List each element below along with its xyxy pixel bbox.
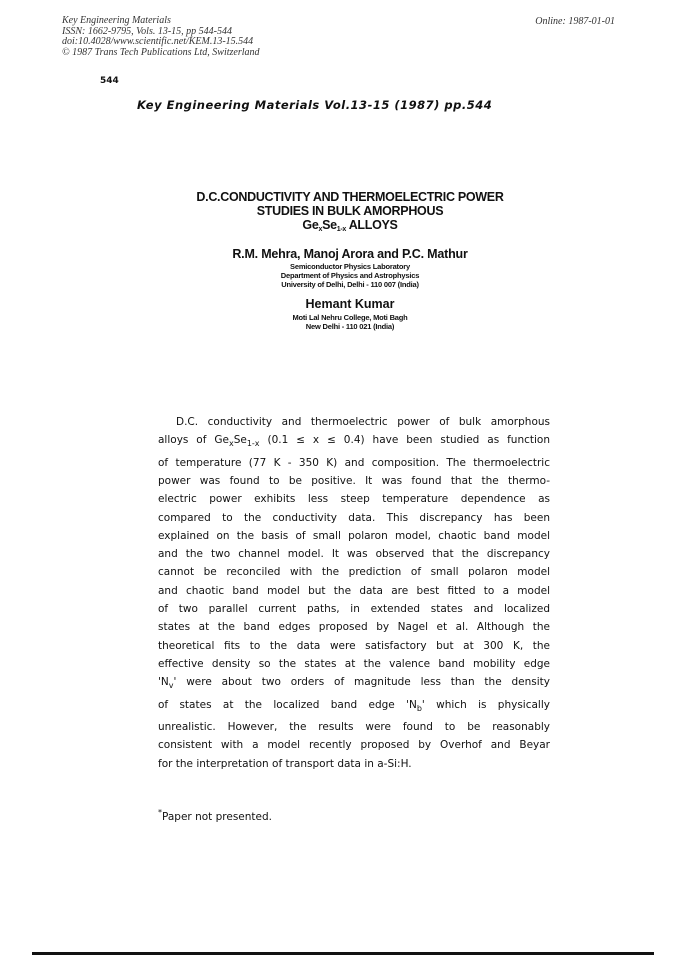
affiliation-primary — [140, 262, 560, 289]
abstract-line: states at the band edges proposed by Nagel et al. Although the — [158, 621, 550, 634]
abstract-line: compared to the conductivity data. This discrepancy has been — [158, 511, 550, 524]
online-date: Online: 1987-01-01 — [535, 16, 615, 27]
abstract-line: explained on the basis of small polaron model, chaotic band model — [158, 529, 550, 542]
abstract-line: electric power exhibits less steep temperature dependence as — [158, 493, 550, 506]
author-secondary: Hemant Kumar — [305, 297, 395, 311]
footnote-text: Paper not presented. — [162, 811, 272, 823]
bottom-rule — [32, 952, 654, 955]
journal-name: Key Engineering Materials — [62, 15, 171, 26]
authors-primary: R.M. Mehra, Manoj Arora and P.C. Mathur — [232, 247, 468, 261]
abstract-line: power was found to be positive. It was found that the thermo- — [158, 474, 550, 487]
page-number: 544 — [100, 76, 119, 86]
title-line-3 — [140, 218, 560, 237]
copyright-line: © 1987 Trans Tech Publications Ltd, Switzerland — [62, 46, 260, 58]
abstract-line: D.C. conductivity and thermoelectric power of bulk amorphous — [176, 416, 550, 428]
affiliation-line: Semiconductor Physics Laboratory — [290, 262, 410, 271]
alloy-word: ALLOYS — [348, 218, 398, 232]
alloy-x-subscript: x — [318, 226, 323, 233]
abstract-line: for the interpretation of transport data in a-Si:H. — [158, 757, 412, 770]
abstract — [158, 413, 550, 773]
footnote-marker: * — [158, 808, 162, 817]
abstract-line: of temperature (77 K - 350 K) and composition. The thermoelectric — [158, 456, 550, 469]
abstract-line: of states at the localized band edge '$N_b$' which is physically — [158, 698, 550, 713]
abstract-line: cannot be reconciled with the prediction of small polaron model — [158, 566, 550, 579]
abstract-line: effective density so the states at the valence band mobility edge — [158, 657, 550, 670]
alloy-subscript: 1-x — [336, 226, 346, 233]
abstract-line: unrealistic. However, the results were found to be reasonably — [158, 721, 550, 734]
publication-metadata — [62, 16, 260, 58]
footnote — [158, 808, 272, 823]
issn-line: ISSN: 1662-9795, Vols. 13-15, pp 544-544 — [62, 25, 232, 37]
affiliation-line: Moti Lal Nehru College, Moti Bagh — [292, 313, 408, 322]
abstract-line: consistent with a model recently proposed by Overhof and Beyar — [158, 739, 550, 752]
paper-title — [140, 190, 560, 237]
abstract-line: and chaotic band model but the data are best fitted to a model — [158, 584, 550, 597]
affiliation-secondary — [140, 313, 560, 331]
alloy-se: Se — [322, 218, 337, 232]
affiliation-line: Department of Physics and Astrophysics — [280, 271, 420, 280]
abstract-line: '$N_v$' were about two orders of magnitude less than the density — [158, 676, 550, 691]
title-line-1: D.C.CONDUCTIVITY AND THERMOELECTRIC POWER — [196, 190, 504, 204]
running-header: Key Engineering Materials Vol.13-15 (1987) pp.544 — [137, 98, 493, 112]
alloy-ge: Ge — [302, 218, 319, 232]
doi-line[interactable]: doi:10.4028/www.scientific.net/KEM.13-15.544 — [62, 36, 254, 47]
abstract-line: theoretical fits to the data were satisfactory but at 300 K, the — [158, 639, 550, 652]
affiliation-line: University of Delhi, Delhi - 110 007 (India) — [281, 280, 419, 289]
abstract-line: alloys of $Ge_xSe_{1-x}$ (0.1 ≤ x ≤ 0.4) have been studied as function — [158, 434, 551, 449]
abstract-line: and the two channel model. It was observed that the discrepancy — [158, 548, 550, 561]
title-line-2: STUDIES IN BULK AMORPHOUS — [256, 204, 444, 218]
abstract-line: of two parallel current paths, in extended states and localized — [158, 603, 550, 616]
affiliation-line: New Delhi - 110 021 (India) — [305, 322, 395, 331]
